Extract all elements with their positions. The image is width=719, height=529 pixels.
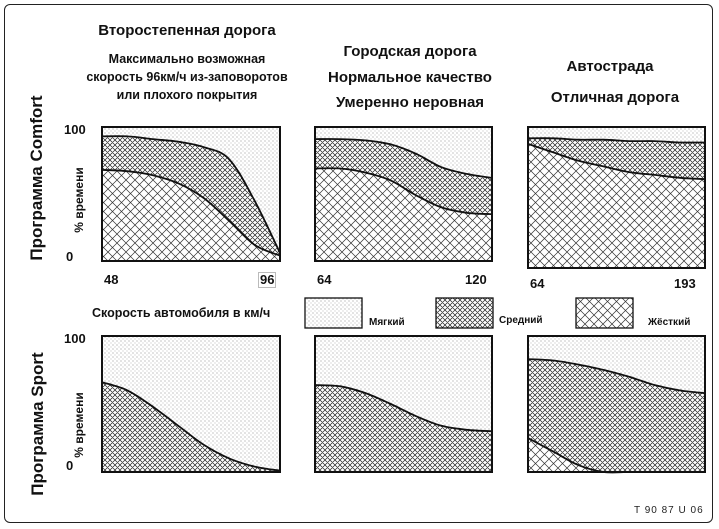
col3-desc-line2: Отличная дорога (550, 89, 680, 106)
y-tick-100-top: 100 (64, 122, 86, 137)
legend-swatch-soft (305, 298, 362, 328)
legend-label-soft: Мягкий (369, 317, 405, 328)
y-axis-label-top: % времени (72, 167, 86, 233)
y-axis-label-bottom: % времени (72, 392, 86, 458)
panel-5 (315, 336, 492, 472)
panel-6 (528, 336, 705, 472)
legend-swatch-hard (576, 298, 633, 328)
col3-desc-line1: Автострада (566, 58, 654, 75)
legend-swatch-medium (436, 298, 493, 328)
panel-1 (102, 127, 280, 261)
col1-desc-line1: Максимально возможная (108, 52, 266, 66)
x-tick-p1-max: 96 (260, 272, 275, 287)
x-tick-p2-max: 120 (465, 272, 487, 287)
y-tick-100-bottom: 100 (64, 331, 86, 346)
x-tick-p3-max: 193 (674, 276, 696, 291)
x-axis-label: Скорость автомобиля в км/ч (92, 306, 271, 320)
x-tick-p1-min: 48 (104, 272, 119, 287)
legend-label-medium: Средний (499, 315, 543, 326)
panel-4 (102, 336, 280, 472)
x-tick-p3-min: 64 (530, 276, 545, 291)
col1-desc-line3: или плохого покрытия (116, 88, 258, 102)
panel-2 (315, 127, 492, 261)
col2-desc-line2: Нормальное качество (328, 69, 492, 86)
col1-title: Второстепенная дорога (98, 22, 276, 39)
row-label-comfort: Программа Comfort (27, 95, 46, 261)
x-tick-p2-min: 64 (317, 272, 332, 287)
legend-label-hard: Жёсткий (648, 317, 691, 328)
y-tick-0-top: 0 (66, 249, 74, 264)
image-code: T 90 87 U 06 (634, 505, 704, 516)
panel-3 (528, 127, 705, 268)
col1-desc-line2: скорость 96км/ч из-заповоротов (86, 70, 288, 84)
col2-desc-line3: Умеренно неровная (335, 94, 485, 111)
row-label-sport: Программа Sport (28, 352, 47, 496)
y-tick-0-bottom: 0 (66, 458, 74, 473)
col2-desc-line1: Городская дорога (343, 43, 477, 60)
